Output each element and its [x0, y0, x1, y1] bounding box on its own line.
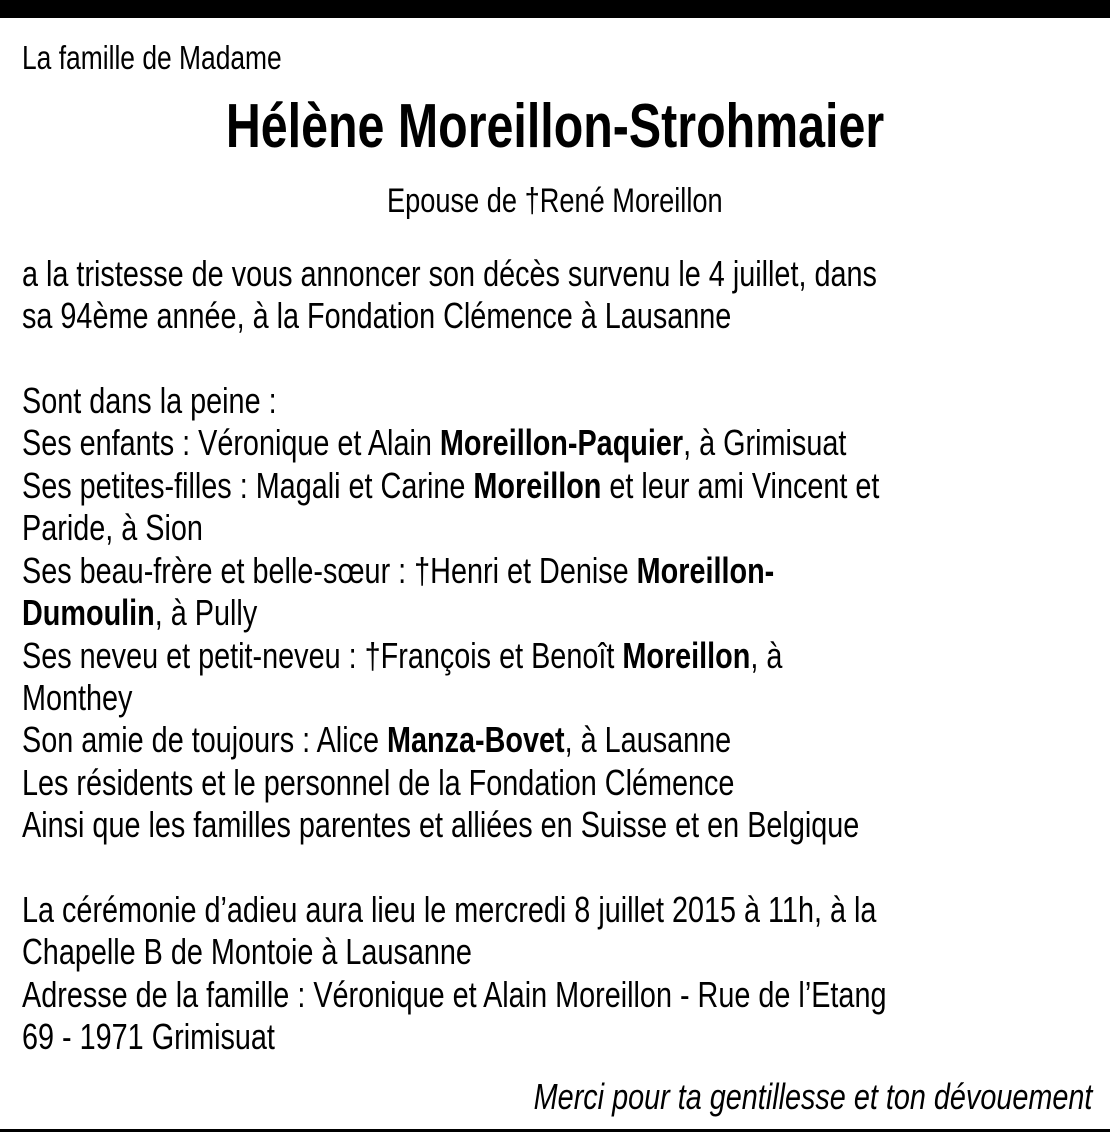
mourner-suffix: , à Grimisuat — [683, 422, 847, 463]
mourner-surname: Dumoulin — [22, 592, 155, 633]
mourner-suffix: , à Pully — [154, 592, 258, 633]
mourner-line — [22, 507, 203, 549]
mourner-line — [22, 635, 782, 677]
deceased-name-text: Hélène Moreillon-Strohmaier — [225, 92, 885, 161]
mourner-line — [22, 762, 734, 804]
bottom-border-line — [0, 1129, 1110, 1132]
mourner-surname: Manza-Bovet — [387, 719, 565, 760]
mourner-line — [22, 592, 257, 634]
mourner-surname: Moreillon — [473, 465, 602, 506]
intro-text: La famille de Madame — [22, 39, 282, 76]
ceremony-line: Chapelle B de Montoie à Lausanne — [22, 931, 472, 972]
mourner-prefix: Paride, à Sion — [22, 507, 203, 548]
mourner-prefix: Monthey — [22, 677, 133, 718]
mourner-prefix: Son amie de toujours : Alice — [22, 719, 388, 760]
family-address-line: Adresse de la famille : Véronique et Alain Moreillon - Rue de l’Etang — [22, 974, 887, 1015]
mourner-prefix: Ses petites-filles : Magali et Carine — [22, 465, 474, 506]
mourner-surname: Moreillon- — [636, 550, 775, 591]
mourner-line — [22, 804, 859, 846]
deceased-name — [0, 92, 1110, 162]
mourner-line — [22, 550, 774, 592]
mourner-suffix: , à — [750, 635, 783, 676]
announcement-line: sa 94ème année, à la Fondation Clémence à Lausanne — [22, 295, 732, 336]
mourner-line — [22, 677, 132, 719]
mourner-line — [22, 465, 879, 507]
mourner-suffix: et leur ami Vincent et — [601, 465, 880, 506]
mourner-line — [22, 719, 731, 761]
mourner-prefix: Ses beau-frère et belle-sœur : †Henri et Denise — [22, 550, 637, 591]
mourner-suffix: , à Lausanne — [564, 719, 732, 760]
mourner-prefix: Les résidents et le personnel de la Fondation Clémence — [22, 762, 735, 803]
mourners-heading: Sont dans la peine : — [22, 380, 277, 421]
spouse-line — [0, 180, 1110, 222]
spouse-line-text: Epouse de †René Moreillon — [387, 182, 723, 220]
announcement-line: a la tristesse de vous annoncer son décès survenu le 4 juillet, dans — [22, 253, 877, 294]
mourner-prefix: Ses enfants : Véronique et Alain — [22, 422, 440, 463]
ceremony-line: La cérémonie d’adieu aura lieu le mercredi 8 juillet 2015 à 11h, à la — [22, 889, 877, 930]
mourner-surname: Moreillon — [622, 635, 751, 676]
mourner-line — [22, 422, 846, 464]
mourner-prefix: Ainsi que les familles parentes et alliées en Suisse et en Belgique — [22, 804, 860, 845]
top-border-bar — [0, 0, 1110, 18]
thanks-message: Merci pour ta gentillesse et ton dévouement — [533, 1076, 1092, 1117]
mourner-surname: Moreillon-Paquier — [439, 422, 684, 463]
family-address-line: 69 - 1971 Grimisuat — [22, 1016, 275, 1057]
mourner-prefix: Ses neveu et petit-neveu : †François et Benoît — [22, 635, 623, 676]
